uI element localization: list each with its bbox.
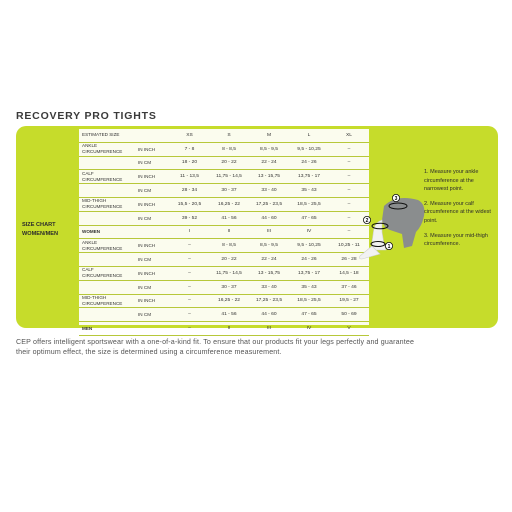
header-size: S	[209, 129, 249, 142]
men-measure-row	[79, 280, 369, 294]
value-cell: 7 - 8	[170, 142, 209, 156]
size-cell: V	[329, 322, 369, 336]
measure-label: ANKLE CIRCUMFERENCE	[79, 239, 134, 253]
header-size	[134, 129, 170, 142]
value-cell: –	[170, 253, 209, 267]
women-measure-row	[79, 156, 369, 170]
size-cell: II	[209, 225, 249, 239]
header-size: M	[249, 129, 289, 142]
tights-shape	[382, 198, 424, 248]
women-size-row	[79, 225, 369, 239]
unit-label: IN INCH	[134, 142, 170, 156]
value-cell: –	[329, 170, 369, 184]
value-cell: 8 - 8,5	[209, 239, 249, 253]
value-cell: 24 - 26	[289, 156, 329, 170]
men-measure-row	[79, 239, 369, 253]
value-cell: 44 - 60	[249, 211, 289, 225]
measure-label: MID-THIGH CIRCUMFERENCE	[79, 294, 134, 308]
men-size-row	[79, 322, 369, 336]
value-cell: –	[329, 156, 369, 170]
value-cell: 16,25 - 22	[209, 294, 249, 308]
value-cell: 8 - 8,5	[209, 142, 249, 156]
measure-label	[79, 280, 134, 294]
value-cell: 17,25 - 23,5	[249, 294, 289, 308]
value-cell: 13 - 15,75	[249, 170, 289, 184]
unit-label: IN CM	[134, 308, 170, 322]
size-cell: III	[249, 225, 289, 239]
measure-label	[79, 156, 134, 170]
header-size: L	[289, 129, 329, 142]
measure-label: CALF CIRCUMFERENCE	[79, 170, 134, 184]
unit-label: IN CM	[134, 280, 170, 294]
size-cell: III	[249, 322, 289, 336]
value-cell: –	[170, 280, 209, 294]
value-cell: –	[329, 142, 369, 156]
value-cell: 18 - 20	[170, 156, 209, 170]
unit-label: IN CM	[134, 253, 170, 267]
value-cell: 33 - 40	[249, 280, 289, 294]
men-label: MEN	[79, 322, 134, 336]
value-cell: –	[170, 308, 209, 322]
value-cell: 35 - 43	[289, 280, 329, 294]
men-measure-row	[79, 266, 369, 280]
unit-label: IN CM	[134, 156, 170, 170]
value-cell: 26 - 28	[329, 253, 369, 267]
size-cell: IV	[289, 322, 329, 336]
measure-label: MID-THIGH CIRCUMFERENCE	[79, 197, 134, 211]
marker-1	[385, 242, 392, 250]
measurement-instructions	[424, 168, 496, 255]
unit-label: IN INCH	[134, 266, 170, 280]
value-cell: 41 - 56	[209, 211, 249, 225]
size-chart-panel	[16, 126, 498, 332]
value-cell: 9,5 - 10,25	[289, 239, 329, 253]
header-label: ESTIMATED SIZE	[79, 129, 134, 142]
value-cell: –	[170, 266, 209, 280]
value-cell: 39 - 52	[170, 211, 209, 225]
value-cell: 11,75 - 14,5	[209, 170, 249, 184]
value-cell: 47 - 65	[289, 308, 329, 322]
measure-label	[79, 253, 134, 267]
value-cell: 9,5 - 10,25	[289, 142, 329, 156]
leg-illustration	[356, 186, 431, 266]
unit-label: IN CM	[134, 211, 170, 225]
value-cell: 10,25 - 11	[329, 239, 369, 253]
svg-text:2: 2	[365, 218, 369, 224]
measure-label	[79, 184, 134, 198]
size-cell: IV	[289, 225, 329, 239]
side-label: SIZE CHART WOMEN/MEN	[22, 222, 59, 237]
value-cell: 18,5 - 25,5	[289, 294, 329, 308]
value-cell: 13,75 - 17	[289, 170, 329, 184]
instruction-ankle: 1. Measure your ankle circumference at the narrowest point.	[424, 169, 479, 193]
value-cell: –	[170, 239, 209, 253]
size-cell: I	[170, 225, 209, 239]
header-size: XS	[170, 129, 209, 142]
value-cell: 20 - 22	[209, 156, 249, 170]
value-cell: 17,25 - 23,5	[249, 197, 289, 211]
value-cell: 33 - 40	[249, 184, 289, 198]
value-cell: –	[170, 294, 209, 308]
measure-label: ANKLE CIRCUMFERENCE	[79, 142, 134, 156]
value-cell: 13 - 15,75	[249, 266, 289, 280]
men-measure-row	[79, 294, 369, 308]
men-measure-row	[79, 308, 369, 322]
instruction-thigh: 3. Measure your mid-thigh circumference.	[424, 232, 488, 248]
marker-3	[392, 194, 399, 202]
footer-text: CEP offers intelligent sportswear with a one-of-a-kind fit. To ensure that our products fit your legs perfectly and guarantee their optimum effect, the size is determined using a circumference measurement.	[16, 338, 415, 356]
value-cell: 37 - 46	[329, 280, 369, 294]
size-cell: –	[329, 225, 369, 239]
women-measure-row	[79, 170, 369, 184]
size-cell: –	[170, 322, 209, 336]
value-cell: 13,75 - 17	[289, 266, 329, 280]
value-cell: 14,5 - 18	[329, 266, 369, 280]
value-cell: 47 - 65	[289, 211, 329, 225]
value-cell: 8,5 - 9,5	[249, 239, 289, 253]
size-table	[79, 129, 369, 336]
value-cell: 41 - 56	[209, 308, 249, 322]
unit-label: IN INCH	[134, 170, 170, 184]
value-cell: 20 - 22	[209, 253, 249, 267]
value-cell: 11,75 - 14,5	[209, 266, 249, 280]
measure-label	[79, 211, 134, 225]
value-cell: –	[329, 184, 369, 198]
men-measure-row	[79, 253, 369, 267]
svg-text:1: 1	[387, 244, 391, 250]
women-measure-row	[79, 197, 369, 211]
instruction-calf: 2. Measure your calf circumference at the widest point.	[424, 200, 491, 224]
women-measure-row	[79, 211, 369, 225]
value-cell: 19,5 - 27	[329, 294, 369, 308]
page-title: RECOVERY PRO TIGHTS	[16, 110, 157, 122]
unit-label: IN INCH	[134, 294, 170, 308]
value-cell: 30 - 37	[209, 280, 249, 294]
value-cell: 24 - 26	[289, 253, 329, 267]
value-cell: 22 - 24	[249, 156, 289, 170]
empty-cell	[134, 322, 170, 336]
value-cell: 44 - 60	[249, 308, 289, 322]
women-measure-row	[79, 142, 369, 156]
unit-label: IN CM	[134, 184, 170, 198]
size-cell: II	[209, 322, 249, 336]
svg-text:3: 3	[394, 196, 398, 202]
women-measure-row	[79, 184, 369, 198]
value-cell: 11 - 13,5	[170, 170, 209, 184]
size-table-container	[79, 129, 369, 332]
table-header-row	[79, 129, 369, 142]
value-cell: 22 - 24	[249, 253, 289, 267]
unit-label: IN INCH	[134, 239, 170, 253]
value-cell: 28 - 34	[170, 184, 209, 198]
measure-label: CALF CIRCUMFERENCE	[79, 266, 134, 280]
value-cell: 18,5 - 25,5	[289, 197, 329, 211]
marker-2	[363, 216, 370, 224]
value-cell: 16,25 - 22	[209, 197, 249, 211]
value-cell: 30 - 37	[209, 184, 249, 198]
value-cell: –	[329, 197, 369, 211]
value-cell: 15,5 - 20,5	[170, 197, 209, 211]
empty-cell	[134, 225, 170, 239]
women-label: WOMEN	[79, 225, 134, 239]
value-cell: 50 - 69	[329, 308, 369, 322]
value-cell: –	[329, 211, 369, 225]
value-cell: 8,5 - 9,5	[249, 142, 289, 156]
measure-label	[79, 308, 134, 322]
header-size: XL	[329, 129, 369, 142]
unit-label: IN INCH	[134, 197, 170, 211]
value-cell: 35 - 43	[289, 184, 329, 198]
